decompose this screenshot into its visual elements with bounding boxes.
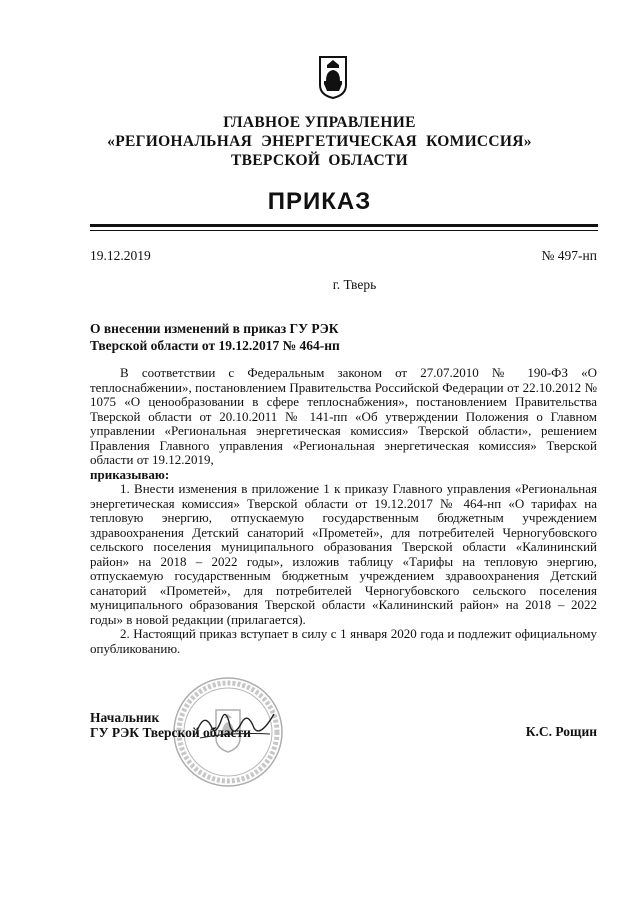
org-name-line-3: ТВЕРСКОЙ ОБЛАСТИ	[231, 152, 408, 169]
subject-line-1: О внесении изменений в приказ ГУ РЭК	[90, 321, 339, 336]
org-name-line-1: ГЛАВНОЕ УПРАВЛЕНИЕ	[223, 114, 416, 131]
header-divider-thin	[90, 230, 598, 231]
order-body	[90, 366, 597, 656]
preamble-paragraph: В соответствии с Федеральным законом от 27.07.2010 № 190-ФЗ «О теплоснабжении», постановлением Правительства Российской Федерации от 22.10.2012 № 1075 «О ценообразовании в сфере теплоснабжения», постановлением Правительства Тверской области от 20.10.2011 № 141-пп «Об утверждении Положения о Главном управлении «Региональная энергетическая комиссия» Тверской области», решением Правления Главного управления «Региональная энергетическая комиссия» Тверской области от 19.12.2019,	[90, 365, 597, 467]
order-verb: приказываю:	[90, 466, 170, 482]
org-name-line-2: «РЕГИОНАЛЬНАЯ ЭНЕРГЕТИЧЕСКАЯ КОМИССИЯ»	[107, 133, 532, 150]
order-date: 19.12.2019	[90, 248, 151, 263]
header-divider-thick	[90, 224, 598, 227]
handwritten-signature-icon	[190, 704, 280, 744]
order-item-2: 2. Настоящий приказ вступает в силу с 1 января 2020 года и подлежит официальному опубликованию.	[90, 626, 597, 656]
signatory-name: К.С. Рощин	[525, 724, 597, 739]
order-number: № 497-нп	[541, 248, 597, 263]
order-city: г. Тверь	[332, 277, 377, 292]
signatory-title-line-1: Начальник	[90, 710, 160, 725]
signatory-title-line-2: ГУ РЭК Тверской области	[90, 725, 251, 740]
subject-line-2: Тверской области от 19.12.2017 № 464-нп	[90, 338, 340, 353]
document-type-title: ПРИКАЗ	[267, 188, 372, 215]
order-item-1: 1. Внести изменения в приложение 1 к приказу Главного управления «Региональная энергетическая комиссия» Тверской области от 19.12.2017 № 464-нп «О тарифах на тепловую энергию, отпускаемую государственным бюджетным учреждением здравоохранения Детский санаторий «Прометей», для потребителей Черногубовского сельского поселения муниципального образования Тверской области «Калининский район» на 2018 – 2022 годы», изложив таблицу «Тарифы на тепловую энергию, отпускаемую государственным бюджетным учреждением здравоохранения Детский санаторий «Прометей», для потребителей Черногубовского сельского поселения муниципального образования Тверской области «Калининский район» на 2018 – 2022 годы» в новой редакции (прилагается).	[90, 481, 597, 627]
order-subject	[90, 320, 390, 354]
tver-coat-of-arms-icon	[318, 55, 348, 99]
